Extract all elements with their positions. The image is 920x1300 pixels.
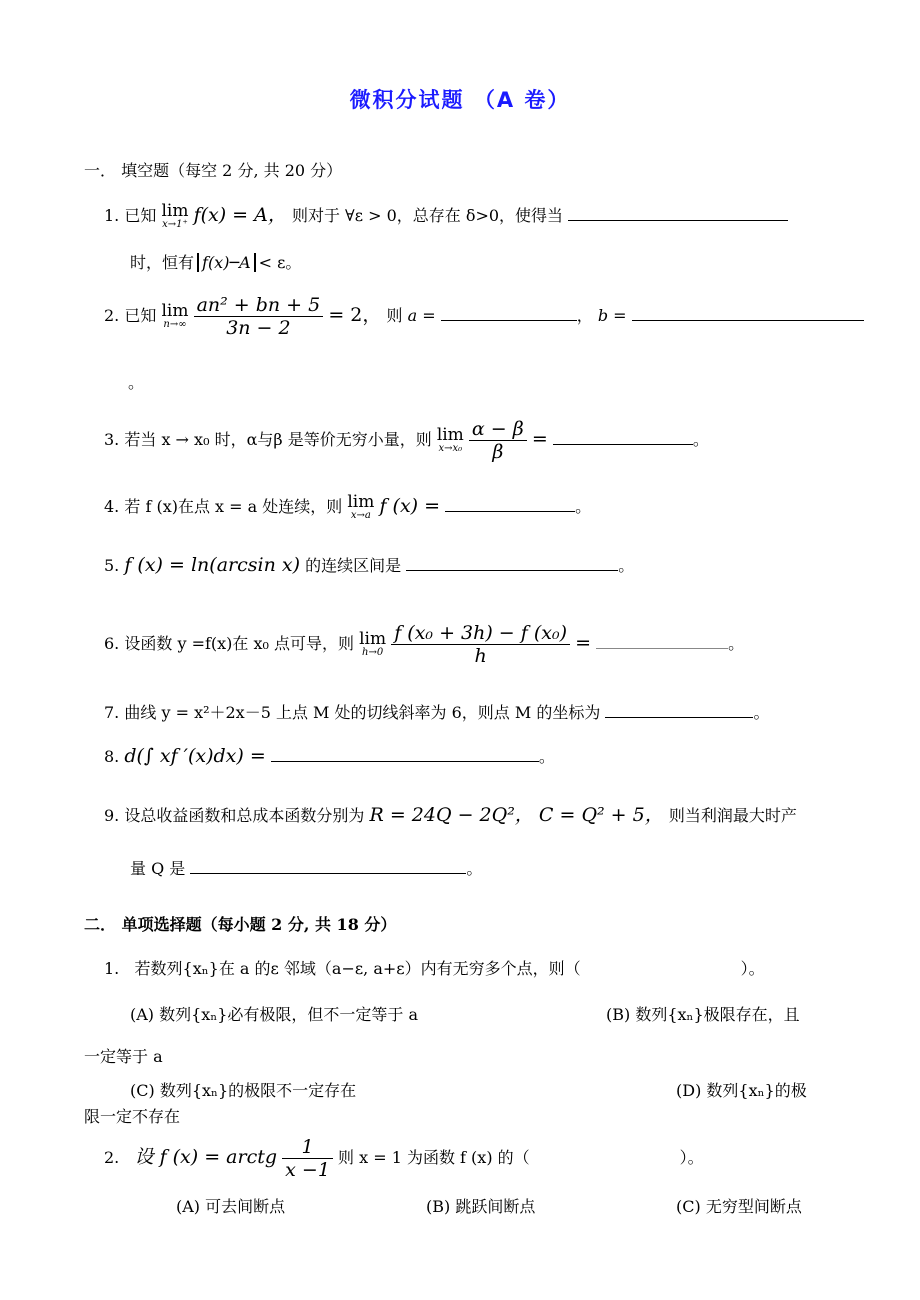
question-9-line2: 量 Q 是 。 — [130, 859, 483, 878]
question-1-line2: 时，恒有 f(x)─A < ε。 — [130, 253, 302, 272]
mc-q2-option-a[interactable]: (A) 可去间断点 — [176, 1197, 286, 1216]
mc-q1-option-d-cont: 限一定不存在 — [84, 1107, 181, 1126]
question-6: 6. 设函数 y =f(x)在 x₀ 点可导，则 lim h→0 $\frac{\text{f (x₀ + 3h) − f (x₀)}}{h}$ = 。 — [104, 622, 745, 667]
mc-question-1: 1. 若数列{xₙ}在 a 的ε 邻域（a−ε, a+ε）内有无穷多个点，则（ ）。 — [104, 959, 765, 978]
mc-question-2: 2. 设 f (x) = arctg $\frac{1}{x -1}$ 则 x = 1 为函数 f (x) 的（ ）。 — [104, 1136, 704, 1181]
question-4: 4. 若 f (x)在点 x = a 处连续，则 lim x→a f (x) = 。 — [104, 492, 592, 521]
question-1: 1. 已知 lim x→1⁺ f(x) = A， 则对于 ∀ε > 0，总存在 δ>0，使得当 — [104, 200, 788, 230]
answer-blank[interactable] — [553, 428, 693, 445]
question-7: 7. 曲线 y = x²＋2x－5 上点 M 处的切线斜率为 6，则点 M 的坐标为 。 — [104, 703, 770, 722]
answer-blank-b[interactable] — [632, 304, 864, 321]
answer-blank[interactable] — [568, 204, 788, 221]
question-2-end: 。 — [128, 373, 145, 392]
answer-blank[interactable] — [406, 554, 618, 571]
mc-q1-option-a[interactable]: (A) 数列{xₙ}必有极限，但不一定等于 a — [130, 1005, 419, 1024]
answer-blank[interactable] — [190, 857, 466, 874]
mc-q2-option-b[interactable]: (B) 跳跃间断点 — [426, 1197, 536, 1216]
mc-q1-option-b[interactable]: (B) 数列{xₙ}极限存在，且 — [606, 1005, 800, 1024]
question-2: 2. 已知 lim n→∞ $\frac{\text{an² + bn + 5}}{3n - 2}$ = 2， 则 a = ， b = — [104, 294, 864, 339]
mc-q1-option-c[interactable]: (C) 数列{xₙ}的极限不一定存在 — [130, 1081, 357, 1100]
question-8: 8. d(∫ xf ′(x)dx) = 。 — [104, 745, 555, 767]
answer-blank-a[interactable] — [441, 304, 577, 321]
fraction: $\frac{\text{an² + bn + 5}}{3n - 2}$ — [194, 294, 324, 339]
mc-q1-option-b-cont: 一定等于 a — [84, 1047, 163, 1066]
question-9: 9. 设总收益函数和总成本函数分别为 R = 24Q − 2Q²， C = Q² + 5， 则当利润最大时产 — [104, 804, 797, 826]
question-3: 3. 若当 x → x₀ 时，α与β 是等价无穷小量，则 lim x→x₀ $\frac{\alpha - \beta}{\beta}$ = 。 — [104, 418, 709, 463]
mc-q1-option-d[interactable]: (D) 数列{xₙ}的极 — [676, 1081, 807, 1100]
answer-blank[interactable] — [605, 701, 753, 718]
section2-heading: 二． 单项选择题（每小题 2 分, 共 18 分） — [84, 915, 397, 934]
section1-heading: 一． 填空题（每空 2 分, 共 20 分） — [84, 161, 343, 180]
answer-blank[interactable] — [596, 632, 728, 649]
question-5: 5. f (x) = ln(arcsin x) 的连续区间是 。 — [104, 554, 635, 576]
answer-blank[interactable] — [445, 495, 575, 512]
limit-op: lim x→1⁺ — [161, 201, 189, 230]
page-title: 微积分试题 （A 卷） — [349, 88, 571, 112]
mc-q2-option-c[interactable]: (C) 无穷型间断点 — [676, 1197, 802, 1216]
answer-blank[interactable] — [271, 745, 539, 762]
